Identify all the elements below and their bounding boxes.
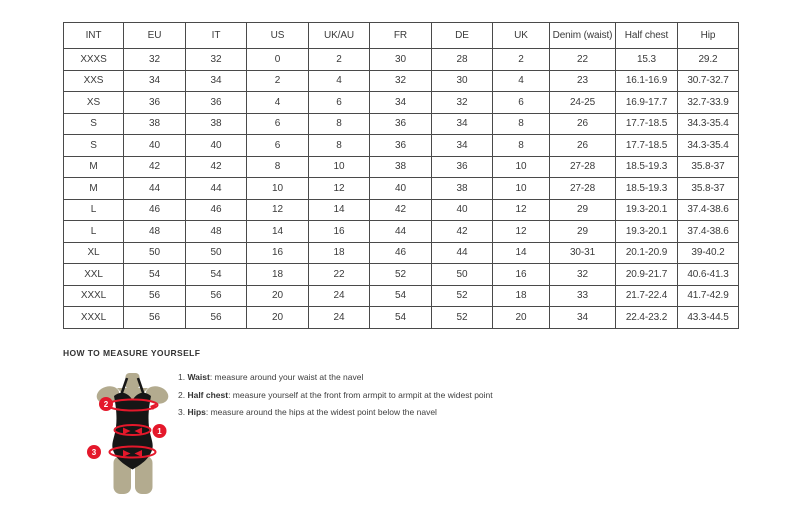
table-cell: 32	[370, 70, 432, 92]
table-cell: 6	[247, 135, 309, 157]
table-cell: 42	[370, 199, 432, 221]
table-cell: 32.7-33.9	[678, 92, 739, 114]
instruction-line: 2. Half chest: measure yourself at the front from armpit to armpit at the widest point	[178, 389, 493, 400]
instruction-line: 1. Waist: measure around your waist at the navel	[178, 372, 364, 382]
table-cell: 35.8-37	[678, 178, 739, 200]
table-cell: 48	[124, 221, 186, 243]
table-cell: 29	[550, 221, 616, 243]
table-cell: 17.7-18.5	[616, 135, 678, 157]
table-cell: XXS	[64, 70, 124, 92]
table-row	[64, 135, 739, 157]
table-cell: 38	[124, 113, 186, 135]
hips-badge-number: 3	[91, 448, 97, 457]
table-cell: 36	[124, 92, 186, 114]
table-cell: 40	[370, 178, 432, 200]
table-cell: 34	[370, 92, 432, 114]
table-cell: 26	[550, 113, 616, 135]
measure-section-heading: HOW TO MEASURE YOURSELF	[63, 348, 201, 358]
table-cell: 12	[493, 221, 550, 243]
table-cell: 46	[124, 199, 186, 221]
chest-badge-number: 2	[103, 400, 109, 409]
table-cell: 12	[309, 178, 370, 200]
table-cell: XXL	[64, 264, 124, 286]
table-cell: 4	[247, 92, 309, 114]
table-cell: 0	[247, 49, 309, 71]
table-row	[64, 156, 739, 178]
table-cell: 38	[186, 113, 247, 135]
table-cell: 26	[550, 135, 616, 157]
table-cell: 32	[124, 49, 186, 71]
table-cell: 42	[432, 221, 493, 243]
table-cell: 34	[432, 135, 493, 157]
table-cell: 8	[247, 156, 309, 178]
column-header-it: IT	[186, 23, 247, 49]
table-row	[64, 49, 739, 71]
table-row	[64, 70, 739, 92]
table-cell: 12	[493, 199, 550, 221]
table-cell: 40	[186, 135, 247, 157]
size-chart-table	[63, 22, 739, 329]
table-cell: 46	[186, 199, 247, 221]
column-header-denim-waist: Denim (waist)	[550, 23, 616, 49]
table-cell: 56	[186, 307, 247, 329]
table-cell: 10	[309, 156, 370, 178]
table-cell: 2	[309, 49, 370, 71]
table-cell: 21.7-22.4	[616, 285, 678, 307]
table-cell: 18.5-19.3	[616, 156, 678, 178]
mannequin-illustration	[84, 372, 188, 496]
measure-instructions	[178, 369, 493, 422]
table-cell: 30	[432, 70, 493, 92]
table-cell: 54	[370, 285, 432, 307]
table-cell: XS	[64, 92, 124, 114]
column-header-uk-au: UK/AU	[309, 23, 370, 49]
table-cell: 18	[493, 285, 550, 307]
table-cell: 46	[370, 242, 432, 264]
table-cell: 30	[370, 49, 432, 71]
measurement-figure	[84, 372, 188, 496]
table-cell: 44	[124, 178, 186, 200]
table-cell: 34	[186, 70, 247, 92]
table-cell: 6	[309, 92, 370, 114]
table-cell: M	[64, 178, 124, 200]
table-cell: 37.4-38.6	[678, 199, 739, 221]
table-cell: 16	[247, 242, 309, 264]
table-cell: 41.7-42.9	[678, 285, 739, 307]
table-cell: 35.8-37	[678, 156, 739, 178]
table-cell: 20	[493, 307, 550, 329]
table-cell: 36	[186, 92, 247, 114]
table-cell: 22	[550, 49, 616, 71]
table-cell: 43.3-44.5	[678, 307, 739, 329]
table-row	[64, 307, 739, 329]
table-cell: 56	[124, 307, 186, 329]
table-cell: 32	[550, 264, 616, 286]
table-cell: 56	[186, 285, 247, 307]
table-cell: 18	[309, 242, 370, 264]
table-cell: 52	[432, 285, 493, 307]
table-cell: 19.3-20.1	[616, 221, 678, 243]
table-cell: 34.3-35.4	[678, 135, 739, 157]
mannequin-neck	[126, 373, 140, 389]
column-header-uk: UK	[493, 23, 550, 49]
table-cell: 28	[432, 49, 493, 71]
table-row	[64, 113, 739, 135]
table-cell: 38	[370, 156, 432, 178]
table-cell: 24-25	[550, 92, 616, 114]
table-cell: 4	[493, 70, 550, 92]
column-header-half-chest: Half chest	[616, 23, 678, 49]
table-cell: 6	[247, 113, 309, 135]
table-cell: 27-28	[550, 156, 616, 178]
table-cell: 14	[493, 242, 550, 264]
table-cell: 2	[247, 70, 309, 92]
table-cell: 40	[432, 199, 493, 221]
table-cell: 20	[247, 285, 309, 307]
table-cell: 50	[432, 264, 493, 286]
table-cell: L	[64, 221, 124, 243]
table-cell: 56	[124, 285, 186, 307]
table-cell: 16.9-17.7	[616, 92, 678, 114]
table-cell: XL	[64, 242, 124, 264]
table-cell: 42	[186, 156, 247, 178]
table-cell: 8	[309, 113, 370, 135]
table-header-row	[64, 23, 739, 49]
table-cell: 18	[247, 264, 309, 286]
table-cell: 50	[124, 242, 186, 264]
table-cell: 39-40.2	[678, 242, 739, 264]
table-cell: 24	[309, 285, 370, 307]
table-cell: 10	[493, 178, 550, 200]
table-cell: 36	[370, 113, 432, 135]
table-cell: 54	[370, 307, 432, 329]
table-cell: 54	[186, 264, 247, 286]
table-row	[64, 199, 739, 221]
table-cell: 8	[309, 135, 370, 157]
table-cell: 22	[309, 264, 370, 286]
table-cell: 34	[124, 70, 186, 92]
table-cell: 27-28	[550, 178, 616, 200]
column-header-int: INT	[64, 23, 124, 49]
table-cell: 16	[309, 221, 370, 243]
column-header-fr: FR	[370, 23, 432, 49]
table-cell: 34.3-35.4	[678, 113, 739, 135]
table-cell: 52	[432, 307, 493, 329]
table-row	[64, 221, 739, 243]
table-row	[64, 264, 739, 286]
table-cell: S	[64, 135, 124, 157]
table-cell: 52	[370, 264, 432, 286]
column-header-hip: Hip	[678, 23, 739, 49]
table-cell: 17.7-18.5	[616, 113, 678, 135]
column-header-de: DE	[432, 23, 493, 49]
table-cell: 32	[186, 49, 247, 71]
table-cell: 16.1-16.9	[616, 70, 678, 92]
table-cell: 2	[493, 49, 550, 71]
table-cell: 22.4-23.2	[616, 307, 678, 329]
table-cell: 24	[309, 307, 370, 329]
table-cell: 8	[493, 135, 550, 157]
table-cell: 18.5-19.3	[616, 178, 678, 200]
table-cell: 20.9-21.7	[616, 264, 678, 286]
table-cell: 44	[370, 221, 432, 243]
table-cell: 19.3-20.1	[616, 199, 678, 221]
table-cell: 20.1-20.9	[616, 242, 678, 264]
table-cell: 10	[247, 178, 309, 200]
table-cell: L	[64, 199, 124, 221]
table-cell: 23	[550, 70, 616, 92]
table-cell: 8	[493, 113, 550, 135]
table-cell: 36	[370, 135, 432, 157]
table-row	[64, 285, 739, 307]
table-cell: 29.2	[678, 49, 739, 71]
table-cell: 10	[493, 156, 550, 178]
table-cell: 12	[247, 199, 309, 221]
table-cell: 37.4-38.6	[678, 221, 739, 243]
table-cell: 34	[550, 307, 616, 329]
table-cell: 36	[432, 156, 493, 178]
table-cell: XXXL	[64, 307, 124, 329]
table-cell: 32	[432, 92, 493, 114]
table-cell: 50	[186, 242, 247, 264]
table-cell: 20	[247, 307, 309, 329]
column-header-eu: EU	[124, 23, 186, 49]
table-cell: 38	[432, 178, 493, 200]
table-cell: 48	[186, 221, 247, 243]
instruction-line: 3. Hips: measure around the hips at the widest point below the navel	[178, 407, 437, 417]
table-cell: 29	[550, 199, 616, 221]
table-cell: 40	[124, 135, 186, 157]
waist-badge-number: 1	[157, 427, 162, 436]
table-cell: 40.6-41.3	[678, 264, 739, 286]
table-cell: 14	[247, 221, 309, 243]
table-cell: XXXL	[64, 285, 124, 307]
table-cell: 30.7-32.7	[678, 70, 739, 92]
table-cell: 16	[493, 264, 550, 286]
table-cell: XXXS	[64, 49, 124, 71]
table-cell: 4	[309, 70, 370, 92]
table-row	[64, 242, 739, 264]
table-row	[64, 92, 739, 114]
table-cell: M	[64, 156, 124, 178]
table-cell: 15.3	[616, 49, 678, 71]
table-cell: 6	[493, 92, 550, 114]
table-cell: 54	[124, 264, 186, 286]
column-header-us: US	[247, 23, 309, 49]
table-cell: 42	[124, 156, 186, 178]
table-cell: 14	[309, 199, 370, 221]
table-cell: 33	[550, 285, 616, 307]
table-cell: 34	[432, 113, 493, 135]
table-cell: 44	[432, 242, 493, 264]
table-row	[64, 178, 739, 200]
table-cell: 30-31	[550, 242, 616, 264]
table-cell: S	[64, 113, 124, 135]
table-cell: 44	[186, 178, 247, 200]
